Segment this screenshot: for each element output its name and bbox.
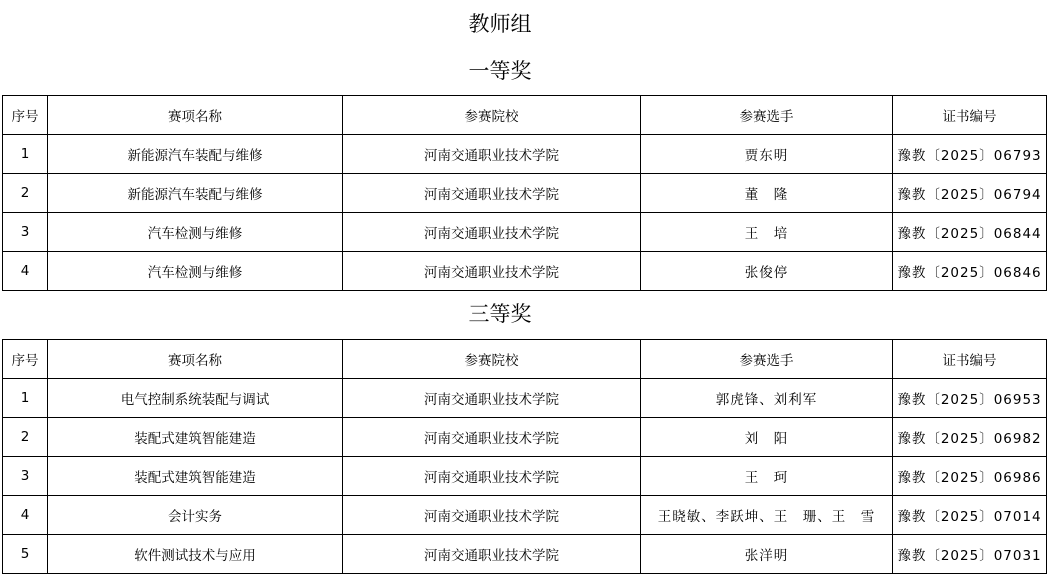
table-header-row [3,96,1047,135]
row-school: 河南交通职业技术学院 [343,457,641,496]
row-players: 王 珂 [641,457,893,496]
header-cert: 证书编号 [893,340,1047,379]
row-school: 河南交通职业技术学院 [343,418,641,457]
row-cert: 豫教〔2025〕06846 [893,252,1047,291]
row-event: 新能源汽车装配与维修 [48,174,343,213]
row-cert: 豫教〔2025〕06953 [893,379,1047,418]
row-cert: 豫教〔2025〕06794 [893,174,1047,213]
table-header-row [3,340,1047,379]
table-row [3,418,1047,457]
row-players: 董 隆 [641,174,893,213]
row-no: 3 [3,457,48,496]
row-no: 2 [3,418,48,457]
header-players: 参赛选手 [641,96,893,135]
row-no: 2 [3,174,48,213]
header-players: 参赛选手 [641,340,893,379]
row-players: 郭虎锋、刘利军 [641,379,893,418]
row-school: 河南交通职业技术学院 [343,213,641,252]
table-row [3,457,1047,496]
row-cert: 豫教〔2025〕06844 [893,213,1047,252]
section-title-first-prize: 一等奖 [468,59,532,83]
row-players: 王 培 [641,213,893,252]
header-no: 序号 [3,340,48,379]
header-cert: 证书编号 [893,96,1047,135]
row-school: 河南交通职业技术学院 [343,252,641,291]
table-row [3,135,1047,174]
row-school: 河南交通职业技术学院 [343,135,641,174]
table-row [3,535,1047,574]
row-no: 1 [3,379,48,418]
row-event: 汽车检测与维修 [48,213,343,252]
row-no: 5 [3,535,48,574]
row-school: 河南交通职业技术学院 [343,535,641,574]
header-event: 赛项名称 [48,340,343,379]
row-event: 电气控制系统装配与调试 [48,379,343,418]
row-event: 装配式建筑智能建造 [48,457,343,496]
row-no: 3 [3,213,48,252]
row-school: 河南交通职业技术学院 [343,379,641,418]
row-no: 4 [3,496,48,535]
table-row [3,252,1047,291]
row-school: 河南交通职业技术学院 [343,174,641,213]
table-row [3,213,1047,252]
row-cert: 豫教〔2025〕06986 [893,457,1047,496]
row-players: 刘 阳 [641,418,893,457]
row-cert: 豫教〔2025〕06982 [893,418,1047,457]
row-cert: 豫教〔2025〕06793 [893,135,1047,174]
header-event: 赛项名称 [48,96,343,135]
table-row [3,379,1047,418]
section-title-third-prize: 三等奖 [468,302,532,326]
row-event: 装配式建筑智能建造 [48,418,343,457]
page-title: 教师组 [468,12,532,36]
row-players: 王晓敏、李跃坤、王 珊、王 雪 [641,496,893,535]
row-players: 张俊停 [641,252,893,291]
row-event: 会计实务 [48,496,343,535]
row-cert: 豫教〔2025〕07031 [893,535,1047,574]
row-event: 新能源汽车装配与维修 [48,135,343,174]
header-no: 序号 [3,96,48,135]
row-no: 4 [3,252,48,291]
row-players: 贾东明 [641,135,893,174]
row-cert: 豫教〔2025〕07014 [893,496,1047,535]
row-school: 河南交通职业技术学院 [343,496,641,535]
table-row [3,174,1047,213]
row-event: 汽车检测与维修 [48,252,343,291]
third-prize-table [2,339,1047,574]
first-prize-table [2,95,1047,291]
row-event: 软件测试技术与应用 [48,535,343,574]
header-school: 参赛院校 [343,96,641,135]
row-players: 张洋明 [641,535,893,574]
header-school: 参赛院校 [343,340,641,379]
row-no: 1 [3,135,48,174]
table-row [3,496,1047,535]
